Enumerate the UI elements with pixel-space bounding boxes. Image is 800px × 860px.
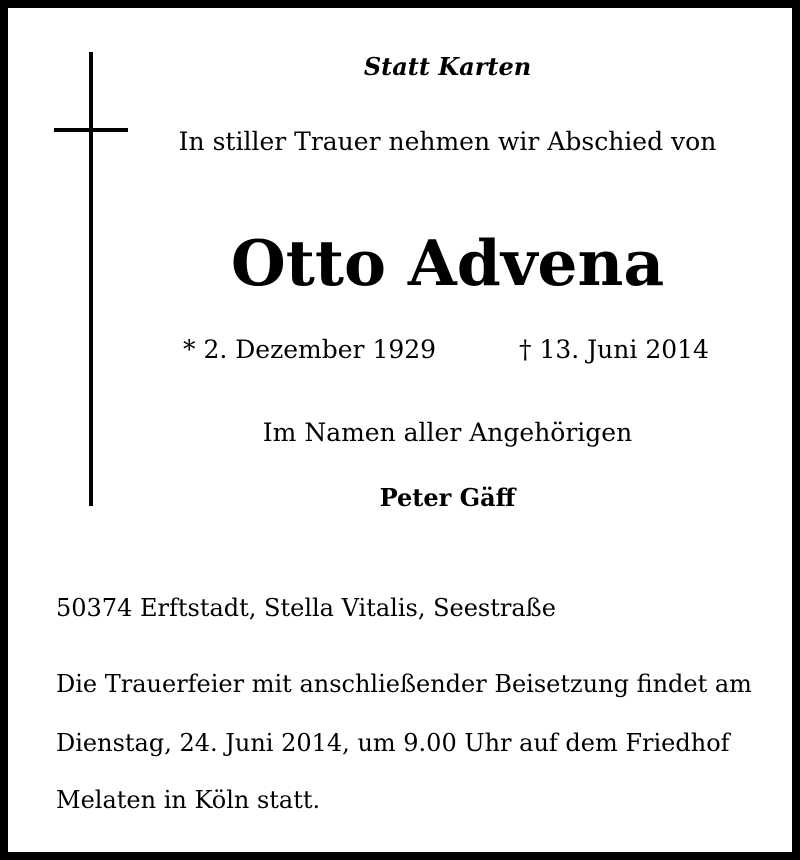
ceremony-line: Die Trauerfeier mit anschließender Beisetzung findet am: [56, 670, 752, 698]
signer-name: Peter Gäff: [379, 483, 516, 512]
birth-date: * 2. Dezember 1929: [183, 335, 437, 364]
ceremony-line: Melaten in Köln statt.: [56, 786, 321, 814]
deceased-name: Otto Advena: [230, 226, 665, 300]
cross-icon-vertical: [89, 52, 93, 506]
family-line: Im Namen aller Angehörigen: [262, 418, 633, 447]
tagline: Statt Karten: [363, 52, 532, 81]
address: 50374 Erftstadt, Stella Vitalis, Seestraße: [56, 594, 556, 622]
ceremony-line: Dienstag, 24. Juni 2014, um 9.00 Uhr auf dem Friedhof: [56, 729, 730, 757]
cross-icon-horizontal: [54, 128, 128, 132]
death-date: † 13. Juni 2014: [519, 335, 709, 364]
intro-text: In stiller Trauer nehmen wir Abschied von: [178, 127, 717, 156]
